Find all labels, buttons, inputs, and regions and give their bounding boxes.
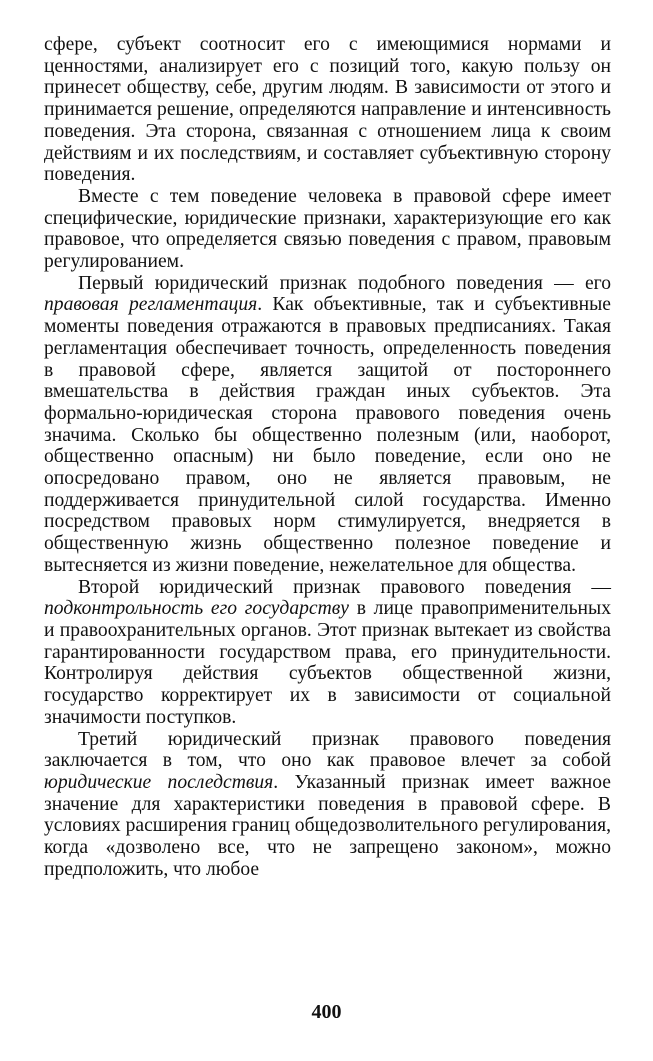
- paragraph-5: [44, 729, 611, 881]
- term-state-control: подконтрольность его государству: [44, 598, 349, 620]
- term-legal-regulation: правовая регламентация: [44, 294, 258, 316]
- term-legal-consequences: юридические последствия: [44, 771, 274, 793]
- paragraph-5-text-b: . Указанный признак имеет важное значение для характеристики поведения в правовой сфере. В условиях расширения границ общедозволительного регулирования, когда «дозволено все, что не запрещено законом», можно предположить, что любое: [44, 771, 611, 880]
- paragraph-2-text: Вместе с тем поведение человека в правовой сфере имеет специфические, юридические признаки, характеризующие его как правовое, что определяется связью поведения с правом, правовым регулированием.: [44, 185, 611, 273]
- paragraph-1-text: сфере, субъект соотносит его с имеющимися нормами и ценностями, анализирует его с позиций того, какую пользу он принесет обществу, себе, другим людям. В зависимости от этого и принимается решение, определяются направление и интенсивность поведения. Эта сторона, связанная с отношением лица к своим действиям и их последствиям, и составляет субъективную сторону поведения.: [44, 34, 611, 186]
- paragraph-1: [44, 34, 611, 186]
- paragraph-3: [44, 273, 611, 577]
- paragraph-3-text-a: Первый юридический признак подобного поведения — его: [78, 272, 611, 294]
- paragraph-3-text-b: . Как объективные, так и субъективные моменты поведения отражаются в правовых предписаниях. Такая регламентация обеспечивает точность, определенность поведения в правовой сфере, является защитой от постороннего вмешательства в действия граждан иных субъектов. Эта формально-юридическая сторона правового поведения очень значима. Сколько бы общественно полезным (или, наоборот, общественно опасным) ни было поведение, если оно не опосредовано правом, оно не является правовым, не поддерживается принудительной силой государства. Именно посредством правовых норм стимулируется, внедряется в общественную жизнь общественно полезное поведение и вытесняется из жизни поведение, нежелательное для общества.: [44, 294, 611, 576]
- paragraph-4-text-a: Второй юридический признак правового поведения —: [78, 576, 611, 598]
- paragraph-4-text-b: в лице правоприменительных и правоохранительных органов. Этот признак вытекает из свойства гарантированности государством права, его принудительности. Контролируя действия субъектов общественной жизни, государство корректирует их в зависимости от социальной значимости поступков.: [44, 598, 611, 728]
- page-number: 400: [311, 1001, 342, 1023]
- page-body: [44, 34, 611, 880]
- paragraph-4: [44, 577, 611, 729]
- paragraph-2: [44, 186, 611, 273]
- paragraph-5-text-a: Третий юридический признак правового поведения заключается в том, что оно как правовое влечет за собой: [44, 728, 611, 772]
